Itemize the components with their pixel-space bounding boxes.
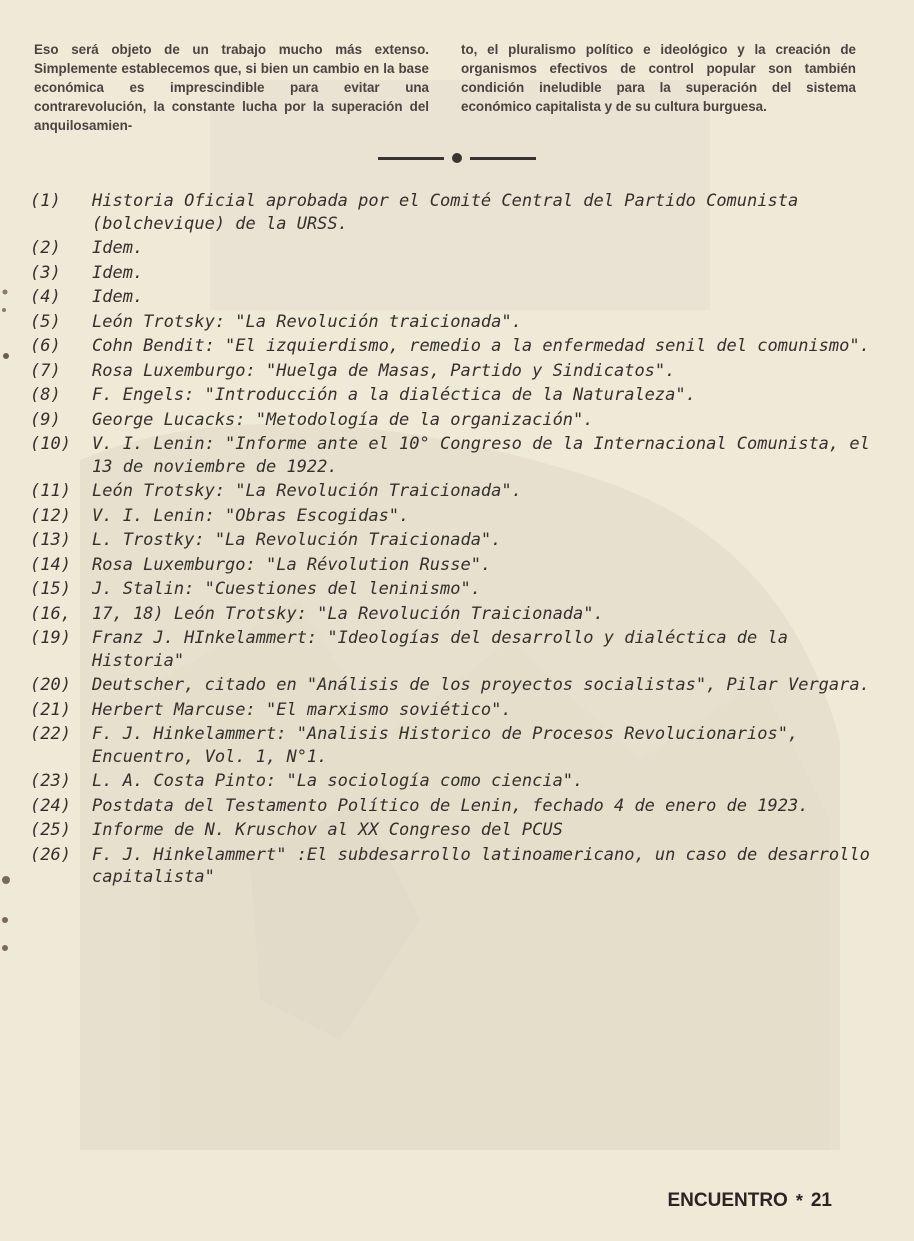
footnote-item (30, 360, 870, 383)
footnote-number: (22) (30, 724, 71, 744)
footnote-text: George Lucacks: "Metodología de la organización". (92, 409, 594, 430)
footnote-item (30, 795, 870, 818)
footnote-item (30, 190, 870, 235)
footnote-text: Herbert Marcuse: "El marxismo soviético". (92, 699, 512, 720)
footnote-number: (15) (30, 579, 71, 599)
intro-left-column: Eso será objeto de un trabajo mucho más extenso. Simplemente establecemos que, si bien un cambio en la base económica es imprescindible para evitar una contrarevolución, la constante lucha por la superación del anquilosamien- (34, 42, 429, 133)
footnote-item (30, 770, 870, 793)
footnote-text: F. J. Hinkelammert" :El subdesarrollo latinoamericano, un caso de desarrollo capitalista" (92, 844, 870, 887)
footnote-text: F. Engels: "Introducción a la dialéctica de la Naturaleza". (92, 385, 696, 405)
footnote-item (30, 699, 870, 722)
footnote-text: Deutscher, citado en "Análisis de los proyectos socialistas", Pilar Vergara. (92, 675, 870, 695)
footnote-number: (14) (30, 554, 71, 575)
footnote-item (30, 384, 870, 407)
footnote-number: (4) (30, 287, 61, 307)
footnote-item (30, 578, 870, 601)
footnote-item (30, 529, 870, 552)
separator-line-right (470, 157, 536, 160)
footnote-number: (7) (30, 360, 61, 381)
footnote-item (30, 674, 870, 697)
footnote-number: (23) (30, 771, 71, 791)
footnote-item (30, 311, 870, 334)
section-separator (0, 153, 914, 163)
footnote-text: Historia Oficial aprobada por el Comité Central del Partido Comunista (bolchevique) de la URSS. (92, 191, 799, 234)
footnote-item (30, 819, 870, 842)
footnote-text: Idem. (92, 238, 144, 258)
footnote-item (30, 723, 870, 768)
separator-dot (452, 153, 462, 163)
intro-paragraph (34, 40, 856, 135)
footnote-text: V. I. Lenin: "Obras Escogidas". (92, 505, 410, 526)
footnote-text: Idem. (92, 262, 144, 283)
footnote-text: L. A. Costa Pinto: "La sociología como ciencia". (92, 771, 584, 791)
footnote-number: (21) (30, 699, 71, 720)
footnote-item (30, 480, 870, 503)
footnote-text: F. J. Hinkelammert: "Analisis Historico de Procesos Revolucionarios", Encuentro, Vol. 1, N°1. (92, 724, 799, 767)
footnote-number: (9) (30, 409, 61, 430)
footnote-item (30, 554, 870, 577)
footnote-text: León Trotsky: "La Revolución Traicionada". (92, 481, 522, 501)
footnote-text: V. I. Lenin: "Informe ante el 10° Congreso de la Internacional Comunista, el 13 de noviembre de 1922. (92, 434, 870, 477)
footnote-number: (26) (30, 844, 71, 865)
footnote-number: (24) (30, 795, 71, 816)
footnote-number: (20) (30, 675, 71, 695)
footnote-number: (2) (30, 238, 61, 258)
footnote-text: Cohn Bendit: "El izquierdismo, remedio a la enfermedad senil del comunismo". (92, 336, 870, 356)
footnote-number: (5) (30, 311, 61, 332)
footnote-item (30, 286, 870, 309)
page-edge-specks (0, 280, 14, 960)
footnote-text: 17, 18) León Trotsky: "La Revolución Traicionada". (92, 603, 604, 624)
footnote-item (30, 335, 870, 358)
footnote-text: Rosa Luxemburgo: "La Révolution Russe". (92, 554, 492, 575)
footnote-text: J. Stalin: "Cuestiones del leninismo". (92, 579, 481, 599)
footnotes-list (30, 190, 870, 891)
footnote-number: (6) (30, 336, 61, 356)
footnote-number: (3) (30, 262, 61, 283)
footnote-text: Franz J. HInkelammert: "Ideologías del desarrollo y dialéctica de la Historia" (92, 628, 788, 671)
footnote-number: (19) (30, 628, 71, 648)
footnote-number: (13) (30, 530, 71, 550)
footnote-number: (10) (30, 434, 71, 454)
footnote-item (30, 627, 870, 672)
footnote-item (30, 237, 870, 260)
page-footer (668, 1190, 833, 1212)
footnote-text: L. Trostky: "La Revolución Traicionada". (92, 530, 502, 550)
footnote-number: (11) (30, 481, 71, 501)
footnote-item (30, 262, 870, 285)
footnote-item (30, 433, 870, 478)
intro-right-column: to, el pluralismo político e ideológico y la creación de organismos efectivos de control popular son también condición ineludible para la superación del sistema económico capitalista y de su cultura burguesa. (461, 42, 856, 114)
footnote-number: (8) (30, 385, 61, 405)
footnote-number: (16, (30, 603, 71, 624)
footer-star-separator: * (795, 1190, 803, 1211)
separator-line-left (378, 157, 444, 160)
footnote-item (30, 505, 870, 528)
footnote-text: Postdata del Testamento Político de Lenin, fechado 4 de enero de 1923. (92, 795, 809, 816)
magazine-name: ENCUENTRO (667, 1190, 788, 1211)
page-number: 21 (810, 1190, 832, 1211)
footnote-text: Informe de N. Kruschov al XX Congreso del PCUS (92, 820, 563, 840)
footnote-number: (1) (30, 191, 61, 211)
footnote-number: (25) (30, 820, 71, 840)
footnote-text: Rosa Luxemburgo: "Huelga de Masas, Partido y Sindicatos". (92, 360, 676, 381)
footnote-number: (12) (30, 505, 71, 526)
footnote-text: León Trotsky: "La Revolución traicionada". (92, 311, 522, 332)
footnote-item (30, 409, 870, 432)
footnote-item (30, 603, 870, 626)
footnote-item (30, 844, 870, 889)
footnote-text: Idem. (92, 287, 144, 307)
